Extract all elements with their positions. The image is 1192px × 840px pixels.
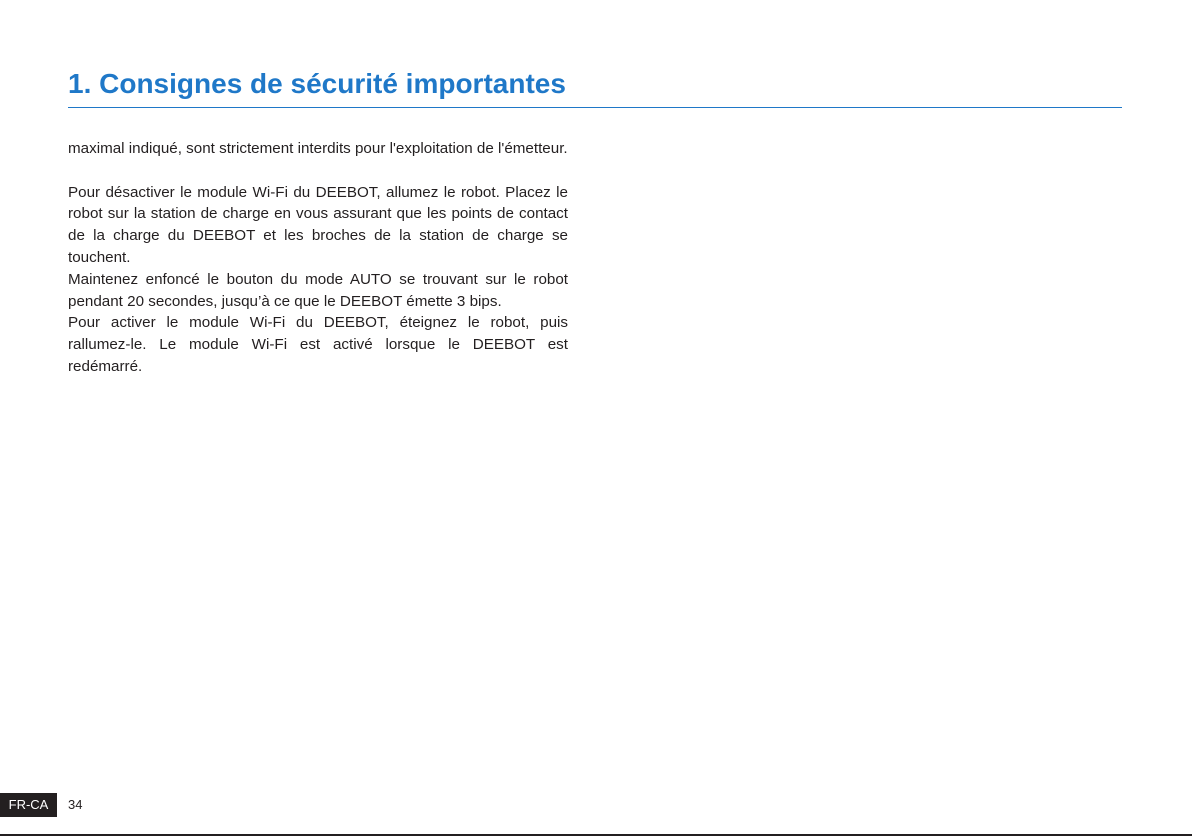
body-text bbox=[68, 138, 568, 378]
paragraph-disable-wifi: Pour désactiver le module Wi-Fi du DEEBOT, allumez le robot. Placez le robot sur la station de charge en vous assurant que les points de contact de la charge du DEEBOT et les broches de la station de charge se touchent. bbox=[68, 183, 568, 266]
page-number: 34 bbox=[68, 797, 83, 812]
paragraph-hold-auto-button: Maintenez enfoncé le bouton du mode AUTO se trouvant sur le robot pendant 20 secondes, jusqu’à ce que le DEEBOT émette 3 bips. bbox=[68, 270, 568, 310]
paragraph-spacer bbox=[68, 160, 568, 182]
bottom-divider bbox=[0, 834, 1192, 836]
language-badge: FR-CA bbox=[0, 793, 57, 817]
paragraph-continuation: maximal indiqué, sont strictement interdits pour l'exploitation de l'émetteur. bbox=[68, 140, 568, 157]
title-divider bbox=[68, 107, 1122, 108]
page-title: 1. Consignes de sécurité importantes bbox=[68, 68, 566, 99]
paragraph-enable-wifi: Pour activer le module Wi-Fi du DEEBOT, éteignez le robot, puis rallumez-le. Le module Wi-Fi est activé lorsque le DEEBOT est redémarré. bbox=[68, 314, 568, 375]
